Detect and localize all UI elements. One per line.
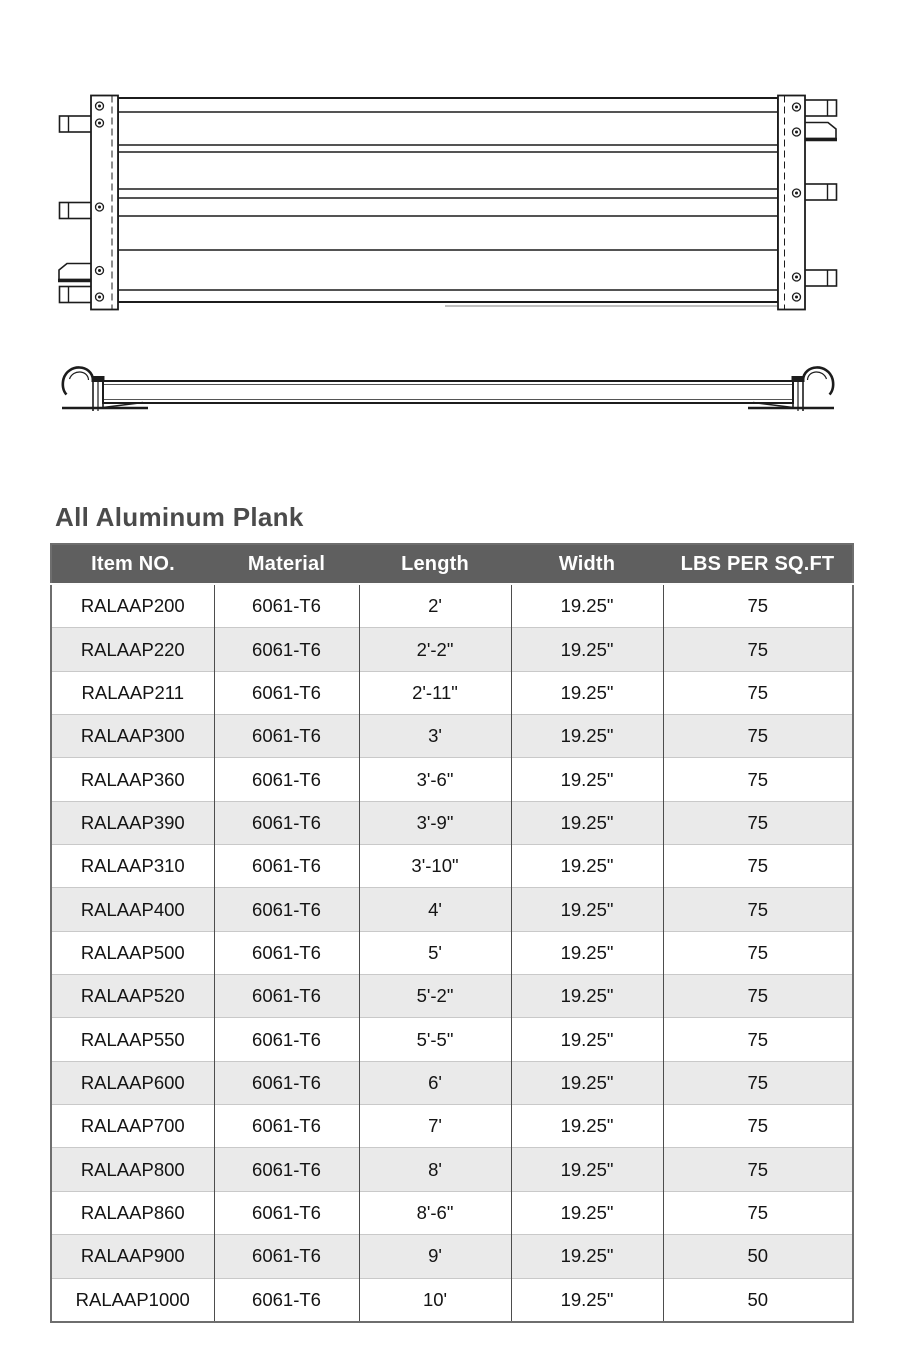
table-cell: RALAAP220 bbox=[51, 628, 214, 671]
table-cell: 19.25" bbox=[511, 888, 663, 931]
table-cell: 19.25" bbox=[511, 975, 663, 1018]
table-cell: RALAAP500 bbox=[51, 931, 214, 974]
table-cell: 19.25" bbox=[511, 1235, 663, 1278]
spec-table-body bbox=[51, 584, 853, 1322]
table-cell: 75 bbox=[663, 1061, 853, 1104]
table-row bbox=[51, 1148, 853, 1191]
table-cell: 6061-T6 bbox=[214, 1235, 359, 1278]
table-row bbox=[51, 888, 853, 931]
table-cell: RALAAP860 bbox=[51, 1191, 214, 1234]
table-cell: 3'-6" bbox=[359, 758, 511, 801]
table-cell: 50 bbox=[663, 1235, 853, 1278]
table-cell: RALAAP520 bbox=[51, 975, 214, 1018]
table-cell: 6061-T6 bbox=[214, 931, 359, 974]
table-cell: 75 bbox=[663, 584, 853, 628]
table-cell: RALAAP390 bbox=[51, 801, 214, 844]
table-cell: 5' bbox=[359, 931, 511, 974]
table-cell: 6061-T6 bbox=[214, 584, 359, 628]
table-cell: 75 bbox=[663, 758, 853, 801]
section-title: All Aluminum Plank bbox=[55, 502, 304, 532]
table-cell: 75 bbox=[663, 975, 853, 1018]
table-cell: 19.25" bbox=[511, 801, 663, 844]
table-cell: 6061-T6 bbox=[214, 628, 359, 671]
spec-table bbox=[50, 543, 854, 1323]
table-cell: 75 bbox=[663, 1191, 853, 1234]
table-row bbox=[51, 1061, 853, 1104]
table-cell: RALAAP800 bbox=[51, 1148, 214, 1191]
table-cell: 19.25" bbox=[511, 1061, 663, 1104]
table-cell: 75 bbox=[663, 628, 853, 671]
table-row bbox=[51, 1235, 853, 1278]
table-cell: 19.25" bbox=[511, 584, 663, 628]
table-cell: 6061-T6 bbox=[214, 1278, 359, 1322]
table-cell: 6061-T6 bbox=[214, 1061, 359, 1104]
table-row bbox=[51, 1191, 853, 1234]
table-cell: 75 bbox=[663, 888, 853, 931]
table-cell: 75 bbox=[663, 715, 853, 758]
table-cell: 75 bbox=[663, 1018, 853, 1061]
table-cell: 19.25" bbox=[511, 931, 663, 974]
table-cell: 6061-T6 bbox=[214, 715, 359, 758]
table-cell: 6061-T6 bbox=[214, 1148, 359, 1191]
table-cell: 75 bbox=[663, 1105, 853, 1148]
column-header-item-no: Item NO. bbox=[51, 544, 214, 584]
table-cell: 2'-11" bbox=[359, 671, 511, 714]
table-cell: RALAAP900 bbox=[51, 1235, 214, 1278]
table-cell: 19.25" bbox=[511, 1018, 663, 1061]
plank-profile bbox=[103, 381, 793, 403]
table-row bbox=[51, 1278, 853, 1322]
table-cell: 6061-T6 bbox=[214, 845, 359, 888]
table-cell: 3' bbox=[359, 715, 511, 758]
table-cell: 5'-5" bbox=[359, 1018, 511, 1061]
table-cell: 19.25" bbox=[511, 1148, 663, 1191]
table-cell: 10' bbox=[359, 1278, 511, 1322]
table-cell: 6061-T6 bbox=[214, 1018, 359, 1061]
table-cell: 6061-T6 bbox=[214, 888, 359, 931]
table-cell: 75 bbox=[663, 801, 853, 844]
table-cell: RALAAP550 bbox=[51, 1018, 214, 1061]
column-header-material: Material bbox=[214, 544, 359, 584]
left-lock-tab bbox=[59, 264, 92, 280]
table-row bbox=[51, 671, 853, 714]
plank-top-view-drawing bbox=[55, 92, 855, 314]
table-cell: 6061-T6 bbox=[214, 975, 359, 1018]
table-cell: RALAAP600 bbox=[51, 1061, 214, 1104]
table-row bbox=[51, 801, 853, 844]
table-cell: 19.25" bbox=[511, 671, 663, 714]
table-cell: 19.25" bbox=[511, 845, 663, 888]
column-header-length: Length bbox=[359, 544, 511, 584]
table-cell: RALAAP300 bbox=[51, 715, 214, 758]
left-hooks bbox=[58, 116, 93, 303]
column-header-width: Width bbox=[511, 544, 663, 584]
table-cell: 3'-9" bbox=[359, 801, 511, 844]
plank-deck bbox=[118, 98, 778, 306]
table-cell: 7' bbox=[359, 1105, 511, 1148]
table-cell: 19.25" bbox=[511, 1278, 663, 1322]
table-cell: 75 bbox=[663, 845, 853, 888]
table-cell: 2'-2" bbox=[359, 628, 511, 671]
left-end-rail bbox=[91, 96, 118, 310]
right-end-rail bbox=[778, 96, 805, 310]
column-header-lbs-per-sq-ft: LBS PER SQ.FT bbox=[663, 544, 853, 584]
header-row bbox=[51, 544, 853, 584]
table-cell: RALAAP200 bbox=[51, 584, 214, 628]
table-cell: RALAAP400 bbox=[51, 888, 214, 931]
table-cell: 6' bbox=[359, 1061, 511, 1104]
table-row bbox=[51, 975, 853, 1018]
plank-side-view-drawing bbox=[55, 353, 855, 423]
table-cell: 6061-T6 bbox=[214, 801, 359, 844]
table-cell: 9' bbox=[359, 1235, 511, 1278]
table-cell: RALAAP310 bbox=[51, 845, 214, 888]
table-cell: 50 bbox=[663, 1278, 853, 1322]
table-row bbox=[51, 584, 853, 628]
table-cell: RALAAP1000 bbox=[51, 1278, 214, 1322]
table-cell: 6061-T6 bbox=[214, 1105, 359, 1148]
table-cell: 75 bbox=[663, 671, 853, 714]
table-cell: 4' bbox=[359, 888, 511, 931]
table-row bbox=[51, 1105, 853, 1148]
right-lock-tab bbox=[804, 123, 836, 139]
table-row bbox=[51, 715, 853, 758]
table-cell: RALAAP360 bbox=[51, 758, 214, 801]
table-cell: 19.25" bbox=[511, 628, 663, 671]
spec-table-header bbox=[51, 544, 853, 584]
table-cell: 19.25" bbox=[511, 1105, 663, 1148]
table-cell: 19.25" bbox=[511, 758, 663, 801]
table-cell: 5'-2" bbox=[359, 975, 511, 1018]
table-cell: 75 bbox=[663, 931, 853, 974]
table-cell: 6061-T6 bbox=[214, 671, 359, 714]
table-row bbox=[51, 845, 853, 888]
table-cell: 3'-10" bbox=[359, 845, 511, 888]
table-cell: RALAAP211 bbox=[51, 671, 214, 714]
table-cell: 6061-T6 bbox=[214, 758, 359, 801]
table-cell: 2' bbox=[359, 584, 511, 628]
table-row bbox=[51, 931, 853, 974]
table-cell: 19.25" bbox=[511, 715, 663, 758]
table-row bbox=[51, 628, 853, 671]
table-cell: 75 bbox=[663, 1148, 853, 1191]
table-cell: 19.25" bbox=[511, 1191, 663, 1234]
table-row bbox=[51, 1018, 853, 1061]
table-row bbox=[51, 758, 853, 801]
table-cell: 8' bbox=[359, 1148, 511, 1191]
table-cell: RALAAP700 bbox=[51, 1105, 214, 1148]
table-cell: 8'-6" bbox=[359, 1191, 511, 1234]
right-hooks bbox=[803, 100, 837, 286]
table-cell: 6061-T6 bbox=[214, 1191, 359, 1234]
